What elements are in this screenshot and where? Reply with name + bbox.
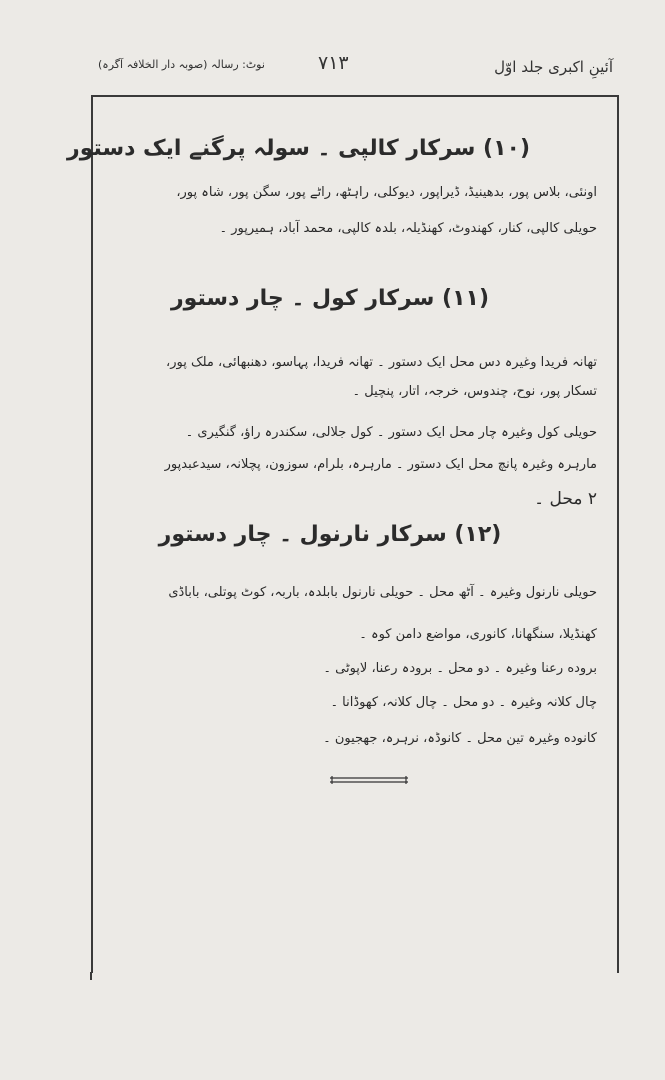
- running-head-note: نوٹ: رسالہ (صوبہ دار الخلافہ آگرہ): [98, 58, 265, 71]
- page-number: ۷۱۳: [318, 52, 349, 74]
- section-11-line-4: مارہرہ وغیرہ پانچ محل ایک دستور ۔ مارہرہ، بلرام، سوزون، پچلانہ، سیدعبدپور: [164, 457, 597, 472]
- section-11-line-3: حویلی کول وغیرہ چار محل ایک دستور ۔ کول جلالی، سکندرہ راؤ، گنگیری ۔: [185, 425, 597, 440]
- section-12-line-4: چال کلانہ وغیرہ ۔ دو محل ۔ چال کلانہ، کھوڈانا ۔: [330, 695, 597, 710]
- section-11-line-1: تھانہ فریدا وغیرہ دس محل ایک دستور ۔ تھانہ فریدا، پہاسو، دھنبھائی، ملک پور،: [166, 355, 597, 370]
- section-11-line-2: تسکار پور، نوح، چندوس، خرجہ، اتار، پنچیل ۔: [352, 384, 597, 399]
- running-head-title: آئینِ اکبری جلد اوّل: [494, 58, 613, 76]
- section-heading-10: (۱۰) سرکار کالپی ۔ سولہ پرگنے ایک دستور: [67, 136, 530, 161]
- section-heading-11: (۱۱) سرکار کول ۔ چار دستور: [170, 286, 490, 311]
- section-10-line-2: حویلی کالپی، کنار، کھندوٹ، کھنڈیلہ، بلدہ کالپی، محمد آباد، ہمیرپور ۔: [219, 221, 597, 236]
- section-11-line-5: ۲ محل ۔: [534, 489, 597, 509]
- end-ornament: [330, 775, 408, 785]
- section-12-line-5: کانوده وغیرہ تین محل ۔ کانوڈہ، نرہرہ، جھجیون ۔: [323, 731, 597, 746]
- section-12-line-3: بروده رعنا وغیرہ ۔ دو محل ۔ برودہ رعنا، لاپوٹی ۔: [323, 661, 597, 676]
- section-12-line-1: حویلی نارنول وغیرہ ۔ آٹھ محل ۔ حویلی نارنول بابلدہ، باربہ، کوٹ پوتلی، باباڈی: [168, 585, 597, 600]
- border-bottom-mark: [90, 972, 92, 980]
- section-heading-12: (۱۲) سرکار نارنول ۔ چار دستور: [158, 522, 502, 547]
- section-10-line-1: اونئی، بلاس پور، بدھینیڈ، ڈیراپور، دیوکلی، راہٹھ، راٹے پور، سگن پور، شاہ پور،: [176, 185, 597, 200]
- section-12-line-2: کھنڈیلا، سنگھانا، کانوری، مواضع دامن کوہ ۔: [359, 627, 597, 642]
